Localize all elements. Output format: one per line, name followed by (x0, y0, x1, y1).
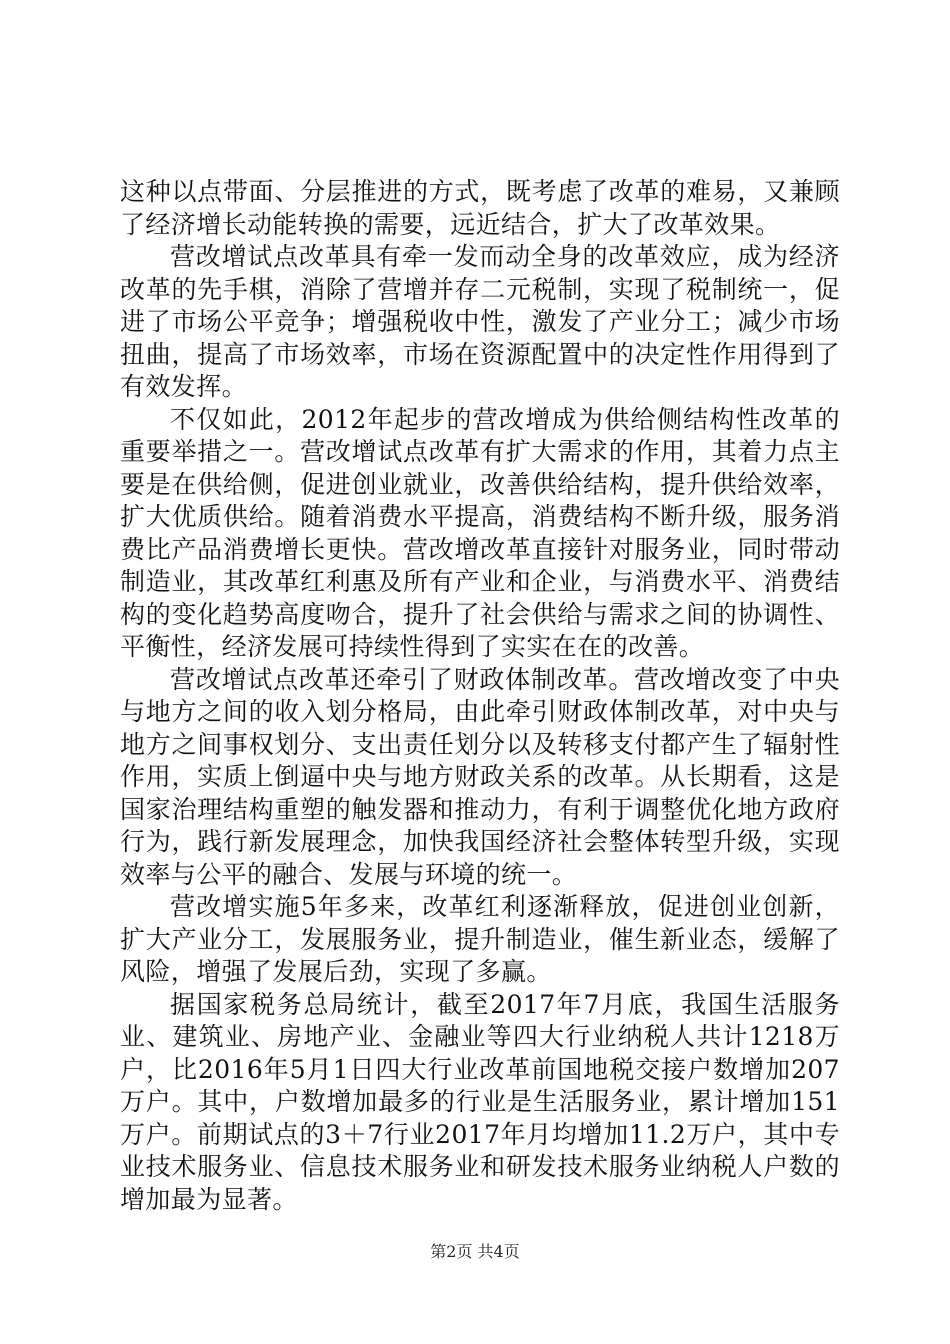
page-number-footer: 第2页 共4页 (430, 1242, 520, 1261)
paragraph: 这种以点带面、分层推进的方式，既考虑了改革的难易，又兼顾了经济增长动能转换的需要，远近结合，扩大了改革效果。 (120, 177, 840, 239)
paragraph: 据国家税务总局统计，截至2017年7月底，我国生活服务业、建筑业、房地产业、金融业等四大行业纳税人共计1218万户，比2016年5月1日四大行业改革前国地税交接户数增加207万户。其中，户数增加最多的行业是生活服务业，累计增加151万户。前期试点的3＋7行业2017年月均增加11.2万户，其中专业技术服务业、信息技术服务业和研发技术服务业纳税人户数的增加最为显著。 (120, 989, 840, 1214)
paragraph: 营改增实施5年多来，改革红利逐渐释放，促进创业创新，扩大产业分工，发展服务业，提升制造业，催生新业态，缓解了风险，增强了发展后劲，实现了多赢。 (120, 892, 840, 986)
paragraph: 营改增试点改革具有牵一发而动全身的改革效应，成为经济改革的先手棋，消除了营增并存二元税制，实现了税制统一，促进了市场公平竞争；增强税收中性，激发了产业分工；减少市场扭曲，提高了市场效率，市场在资源配置中的决定性作用得到了有效发挥。 (120, 242, 840, 401)
document-body (120, 176, 840, 1216)
paragraph: 不仅如此，2012年起步的营改增成为供给侧结构性改革的重要举措之一。营改增试点改革有扩大需求的作用，其着力点主要是在供给侧，促进创业就业，改善供给结构，提升供给效率，扩大优质供给。随着消费水平提高，消费结构不断升级，服务消费比产品消费增长更快。营改增改革直接针对服务业，同时带动制造业，其改革红利惠及所有产业和企业，与消费水平、消费结构的变化趋势高度吻合，提升了社会供给与需求之间的协调性、平衡性，经济发展可持续性得到了实实在在的改善。 (120, 404, 840, 661)
paragraph: 营改增试点改革还牵引了财政体制改革。营改增改变了中央与地方之间的收入划分格局，由此牵引财政体制改革，对中央与地方之间事权划分、支出责任划分以及转移支付都产生了辐射性作用，实质上倒逼中央与地方财政关系的改革。从长期看，这是国家治理结构重塑的触发器和推动力，有利于调整优化地方政府行为，践行新发展理念，加快我国经济社会整体转型升级，实现效率与公平的融合、发展与环境的统一。 (120, 664, 840, 889)
